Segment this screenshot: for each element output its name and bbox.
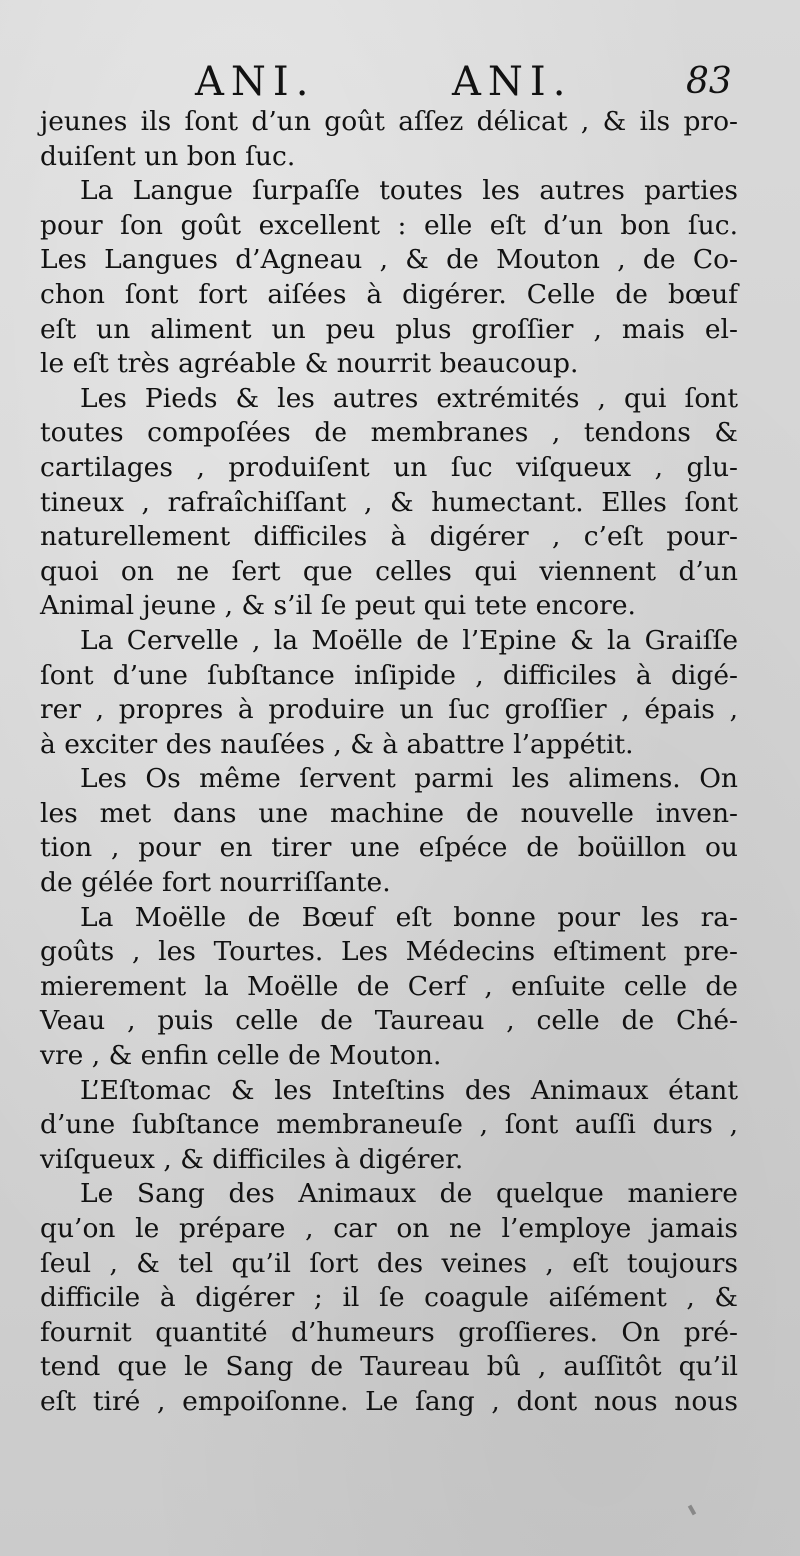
text-line: tineux , rafraîchiſſant , & humectant. Elles ſont bbox=[40, 486, 738, 518]
text-line: fournit quantité d’humeurs groſſieres. On pré- bbox=[40, 1316, 738, 1348]
text-line: Les Pieds & les autres extrémités , qui ſont bbox=[80, 382, 738, 414]
page-number: 83 bbox=[686, 61, 732, 102]
text-line: à exciter des nauſées , & à abattre l’appétit. bbox=[40, 728, 634, 760]
text-line: quoi on ne ſert que celles qui viennent d’un bbox=[40, 555, 738, 587]
text-line: d’une ſubſtance membraneuſe , ſont auſſi durs , bbox=[40, 1109, 738, 1141]
text-line: tend que le Sang de Taureau bû , auſſitôt qu’il bbox=[40, 1351, 738, 1383]
text-line: Animal jeune , & s’il ſe peut qui tete encore. bbox=[40, 590, 636, 622]
text-line: naturellement difficiles à digérer , c’eſt pour- bbox=[40, 521, 738, 553]
text-line: Le Sang des Animaux de quelque maniere bbox=[80, 1178, 738, 1210]
text-line: le eſt très agréable & nourrit beaucoup. bbox=[40, 348, 579, 380]
text-line: La Cervelle , la Moëlle de l’Epine & la Graiſſe bbox=[80, 624, 738, 656]
text-line: les met dans une machine de nouvelle inven- bbox=[40, 797, 738, 829]
text-line: mierement la Moëlle de Cerf , enſuite celle de bbox=[40, 970, 738, 1002]
text-line: eſt tiré , empoiſonne. Le ſang , dont nous nous bbox=[40, 1385, 738, 1417]
text-line: La Moëlle de Bœuf eſt bonne pour les ra- bbox=[80, 901, 738, 933]
text-line: pour ſon goût excellent : elle eſt d’un bon ſuc. bbox=[40, 209, 738, 241]
text-line: difficile à digérer ; il ſe coagule aiſément , & bbox=[40, 1282, 738, 1314]
text-line: Veau , puis celle de Taureau , celle de Ché- bbox=[40, 1005, 738, 1037]
header-left-keyword: ANI. bbox=[195, 59, 316, 105]
text-line: rer , propres à produire un ſuc groſſier , épais , bbox=[40, 694, 738, 726]
text-line: tion , pour en tirer une eſpéce de boüillon ou bbox=[40, 832, 738, 864]
header-right-keyword: ANI. bbox=[452, 59, 573, 105]
text-line: La Langue ſurpaſſe toutes les autres parties bbox=[80, 175, 738, 207]
text-line: goûts , les Tourtes. Les Médecins eſtiment pre- bbox=[40, 936, 738, 968]
text-line: Les Langues d’Agneau , & de Mouton , de Co- bbox=[40, 244, 738, 276]
text-line: chon ſont fort aiſées à digérer. Celle de bœuf bbox=[40, 278, 738, 310]
text-line: cartilages , produiſent un ſuc viſqueux , glu- bbox=[40, 451, 738, 483]
text-line: eſt un aliment un peu plus groſſier , mais el- bbox=[40, 313, 738, 345]
text-line: ſeul , & tel qu’il ſort des veines , eſt toujours bbox=[40, 1247, 738, 1279]
text-line: jeunes ils ſont d’un goût aſſez délicat , & ils pro- bbox=[40, 106, 738, 137]
text-line: viſqueux , & difficiles à digérer. bbox=[40, 1143, 464, 1175]
paper-speck bbox=[688, 1505, 696, 1516]
text-line: qu’on le prépare , car on ne l’employe jamais bbox=[40, 1213, 738, 1244]
text-line: L’Eſtomac & les Inteſtins des Animaux étant bbox=[80, 1074, 738, 1106]
text-line: de gélée fort nourriſſante. bbox=[40, 867, 391, 899]
text-line: duiſent un bon ſuc. bbox=[40, 140, 296, 172]
body-text bbox=[40, 105, 738, 1420]
text-line: toutes compoſées de membranes , tendons & bbox=[40, 417, 738, 449]
text-line: ſont d’une ſubſtance inſipide , difficiles à digé- bbox=[40, 659, 738, 691]
text-line: Les Os même ſervent parmi les alimens. On bbox=[80, 763, 738, 795]
running-head bbox=[0, 58, 800, 106]
text-line: vre , & enfin celle de Mouton. bbox=[40, 1040, 442, 1072]
